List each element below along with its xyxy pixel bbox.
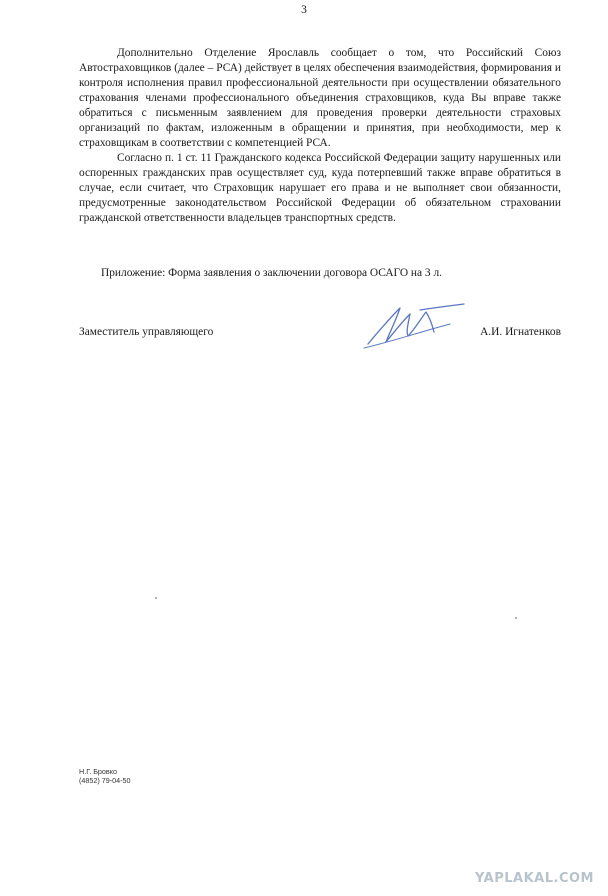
executor-phone: (4852) 79-04-50 bbox=[79, 776, 131, 785]
scan-speck bbox=[155, 597, 157, 599]
handwritten-signature bbox=[360, 302, 470, 352]
paragraph-civil-code: Согласно п. 1 ст. 11 Гражданского кодекса Российской Федерации защиту нарушенных или оспоренных гражданских прав осуществляет суд, куда потерпевший также вправе обратиться в случае, если считает, что Страховщик нарушает его права и не выполняет свои обязанности, предусмотренные законодательством Российской Федерации об обязательном страховании гражданской ответственности владельцев транспортных средств. bbox=[79, 152, 561, 224]
site-watermark: YAPLAKAL.COM bbox=[475, 871, 594, 886]
signatory-position: Заместитель управляющего bbox=[79, 326, 214, 338]
page-number: 3 bbox=[301, 4, 307, 16]
executor-name: Н.Г. Бровко bbox=[79, 767, 117, 776]
paragraph-rsa: Дополнительно Отделение Ярославль сообщает о том, что Российский Союз Автостраховщиков (далее – РСА) действует в целях обеспечения взаимодействия, формирования и контроля исполнения правил профессиональной деятельности при осуществлении обязательного страхования членами профессионального объединения страховщиков, куда Вы вправе также обратиться с письменным заявлением для проведения проверки деятельности страховых организаций по фактам, изложенным в обращении и принятия, при необходимости, мер к страховщикам в соответствии с компетенцией РСА. bbox=[79, 47, 561, 149]
signature-block bbox=[79, 325, 561, 341]
attachment-note: Приложение: Форма заявления о заключении договора ОСАГО на 3 л. bbox=[101, 267, 442, 279]
letter-body bbox=[79, 46, 561, 226]
signatory-name: А.И. Игнатенков bbox=[480, 326, 561, 338]
executor-info bbox=[79, 767, 131, 785]
scan-speck bbox=[515, 617, 517, 619]
